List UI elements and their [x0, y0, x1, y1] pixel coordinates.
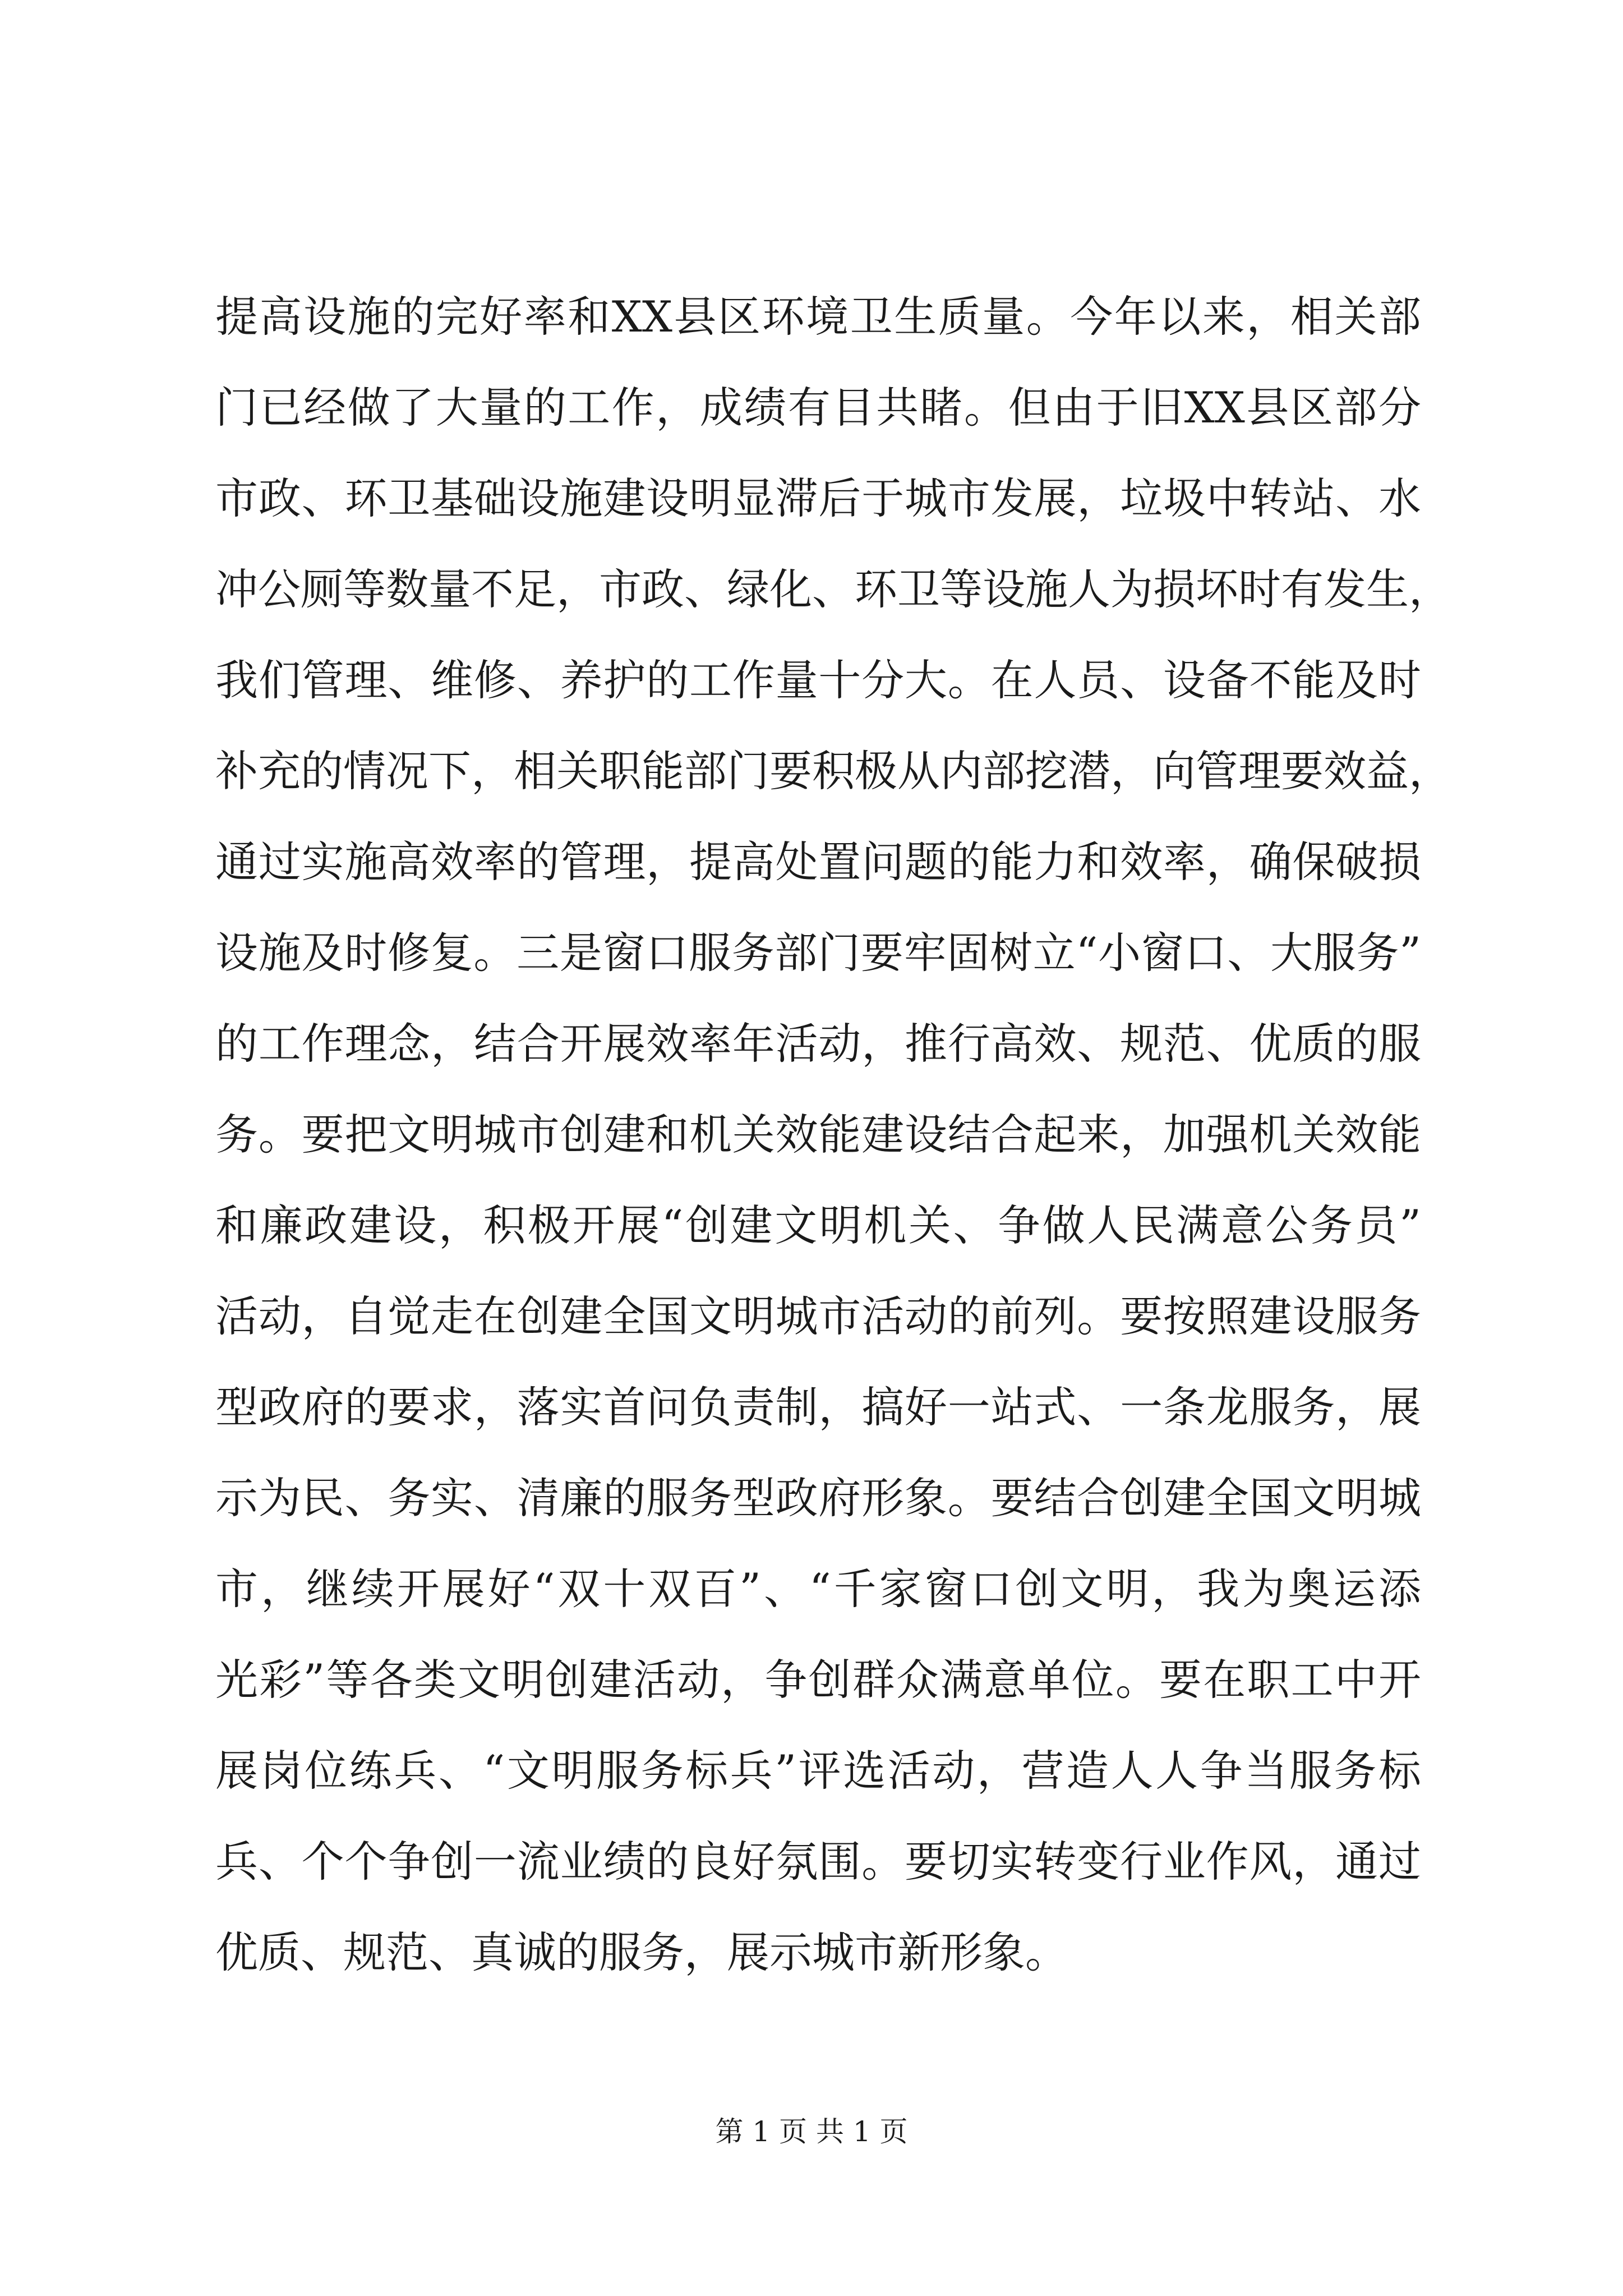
text-line: 务。要把文明城市创建和机关效能建设结合起来，加强机关效能: [215, 1110, 1421, 1159]
text-line: 设施及时修复。三是窗口服务部门要牢固树立“小窗口、大服务”: [215, 928, 1421, 978]
text-line: 展岗位练兵、“文明服务标兵”评选活动，营造人人争当服务标: [215, 1746, 1421, 1796]
text-line: 光彩”等各类文明创建活动，争创群众满意单位。要在职工中开: [215, 1655, 1421, 1705]
text-line: 型政府的要求，落实首问负责制，搞好一站式、一条龙服务，展: [215, 1382, 1421, 1432]
text-line: 市政、环卫基础设施建设明显滞后于城市发展，垃圾中转站、水: [215, 473, 1421, 523]
text-line: 示为民、务实、清廉的服务型政府形象。要结合创建全国文明城: [215, 1473, 1421, 1523]
text-line: 我们管理、维修、养护的工作量十分大。在人员、设备不能及时: [215, 655, 1421, 705]
text-line: 和廉政建设，积极开展“创建文明机关、争做人民满意公务员”: [215, 1200, 1421, 1250]
text-line: 活动，自觉走在创建全国文明城市活动的前列。要按照建设服务: [215, 1291, 1421, 1341]
text-line: 提高设施的完好率和XX县区环境卫生质量。今年以来，相关部: [215, 292, 1421, 342]
page-footer: [0, 2115, 1623, 2148]
text-line: 通过实施高效率的管理，提高处置问题的能力和效率，确保破损: [215, 837, 1421, 887]
text-line: 市，继续开展好“双十双百”、“千家窗口创文明，我为奥运添: [215, 1564, 1421, 1614]
text-line: 冲公厕等数量不足，市政、绿化、环卫等设施人为损坏时有发生，: [215, 564, 1451, 614]
text-line: 的工作理念，结合开展效率年活动，推行高效、规范、优质的服: [215, 1019, 1421, 1069]
text-line: 优质、规范、真诚的服务，展示城市新形象。: [215, 1927, 1068, 1977]
text-line: 门已经做了大量的工作，成绩有目共睹。但由于旧XX县区部分: [215, 383, 1421, 432]
text-line: 兵、个个争创一流业绩的良好氛围。要切实转变行业作风，通过: [215, 1837, 1421, 1887]
text-line: 补充的情况下，相关职能部门要积极从内部挖潜，向管理要效益，: [215, 746, 1451, 796]
page-number-label: 第 1 页 共 1 页: [715, 2115, 908, 2148]
